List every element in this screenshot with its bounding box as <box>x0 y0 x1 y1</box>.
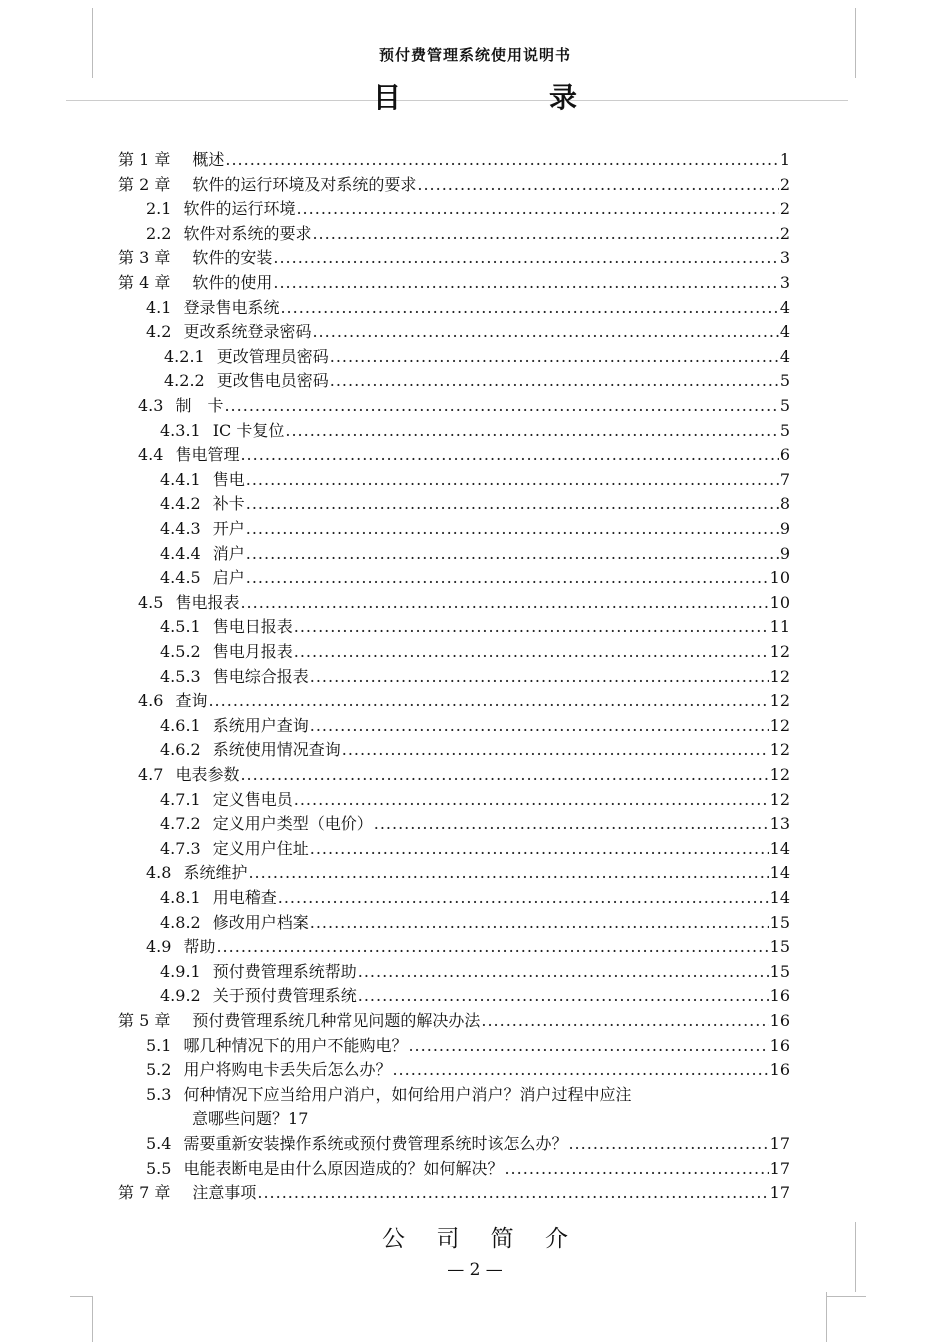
toc-label: 用电稽查 <box>212 888 277 907</box>
toc-leader-dots <box>312 224 778 243</box>
toc-label: 查询 <box>175 691 208 711</box>
toc-label: 登录售电系统 <box>183 297 280 317</box>
toc-page-number: 11 <box>769 617 790 637</box>
toc-entry <box>160 811 790 833</box>
toc-label: 软件的运行环境及对系统的要求 <box>192 174 417 194</box>
toc-page-number: 2 <box>779 223 790 243</box>
toc-page-number: 14 <box>769 863 790 883</box>
toc-entry <box>146 860 790 882</box>
toc-entry-continuation <box>192 1106 792 1128</box>
toc-leader-dots <box>330 347 779 366</box>
toc-label: 概述 <box>192 150 225 169</box>
toc-leader-dots <box>285 421 778 440</box>
page-number: — 2 — <box>447 1260 503 1280</box>
toc-label: 售电管理 <box>175 445 240 465</box>
toc-page-number: 15 <box>769 912 790 932</box>
toc-number: 4.5.2 <box>160 642 201 661</box>
toc-page-number: 14 <box>769 838 790 858</box>
toc-entry <box>164 368 790 390</box>
toc-leader-dots <box>246 568 769 587</box>
toc-page-number: 15 <box>769 937 790 957</box>
toc-entry <box>146 1082 790 1104</box>
toc-entry <box>146 934 790 956</box>
toc-page-number: 4 <box>779 346 790 366</box>
toc-page-number: 12 <box>769 740 790 760</box>
toc-entry <box>160 467 790 489</box>
toc-leader-dots <box>278 888 769 907</box>
toc-label: 关于预付费管理系统 <box>212 986 357 1006</box>
toc-number: 4.3 <box>138 396 164 415</box>
toc-number: 第 7 章 <box>118 1183 171 1203</box>
toc-number: 4.4.4 <box>160 543 201 563</box>
toc-page-number: 3 <box>779 273 790 292</box>
toc-page-number: 5 <box>779 371 790 391</box>
toc-number: 4.4 <box>138 445 164 465</box>
toc-label: 制 卡 <box>175 396 224 415</box>
toc-entry <box>160 959 790 981</box>
toc-leader-dots <box>248 863 768 882</box>
toc-label: 售电月报表 <box>212 642 293 661</box>
toc-entry <box>118 147 790 169</box>
toc-label: 系统使用情况查询 <box>212 740 341 760</box>
toc-page-number: 12 <box>769 642 790 661</box>
crop-mark <box>826 1296 866 1297</box>
toc-label: 电表参数 <box>175 765 240 784</box>
toc-leader-dots <box>310 839 769 858</box>
toc-page-number: 14 <box>769 888 790 907</box>
toc-entry <box>146 295 790 317</box>
toc-number: 4.9.1 <box>160 961 201 981</box>
toc-label: 启户 <box>212 568 245 588</box>
crop-mark <box>92 1296 93 1342</box>
toc-entry <box>118 1180 790 1202</box>
toc-number: 4.1 <box>146 297 172 317</box>
toc-label: 开户 <box>212 519 245 538</box>
toc-number: 4.6.2 <box>160 740 201 760</box>
toc-entry <box>160 418 790 440</box>
toc-page-number: 17 <box>769 1134 790 1153</box>
toc-page-number: 17 <box>288 1109 309 1129</box>
toc-number: 4.6 <box>138 691 164 711</box>
toc-leader-dots <box>216 937 768 956</box>
section-title: 公 司 简 介 <box>382 1226 580 1252</box>
toc-entry <box>160 713 790 735</box>
toc-entry <box>138 762 790 784</box>
toc-page-number: 12 <box>769 765 790 784</box>
toc-page-number: 15 <box>769 961 790 981</box>
toc-label: 修改用户档案 <box>212 912 309 932</box>
toc-number: 第 3 章 <box>118 248 171 268</box>
toc-number: 5.5 <box>146 1158 172 1178</box>
toc-leader-dots <box>294 617 769 636</box>
toc-entry <box>160 910 790 932</box>
toc-label: 何种情况下应当给用户消户，如何给用户消户？消户过程中应注 <box>183 1084 632 1104</box>
toc-leader-dots <box>294 790 769 809</box>
toc-entry <box>160 516 790 538</box>
toc-entry <box>160 664 790 686</box>
toc-leader-dots <box>310 667 769 686</box>
crop-mark <box>70 1296 92 1297</box>
toc-page-number: 8 <box>779 494 790 514</box>
toc-page-number: 13 <box>769 814 790 834</box>
toc-entry <box>164 344 790 366</box>
toc-number: 5.1 <box>146 1035 172 1055</box>
toc-leader-dots <box>257 1183 768 1202</box>
toc-page-number: 9 <box>779 543 790 563</box>
toc-entry <box>160 983 790 1005</box>
toc-entry <box>146 1156 790 1178</box>
toc-page-number: 2 <box>779 174 790 194</box>
toc-label: 售电日报表 <box>212 617 293 637</box>
toc-entry <box>146 319 790 341</box>
toc-number: 4.9 <box>146 937 172 957</box>
toc-number: 第 5 章 <box>118 1011 171 1030</box>
toc-leader-dots <box>240 765 768 784</box>
toc-number: 4.9.2 <box>160 986 201 1006</box>
page-title: 目 录 <box>372 81 637 114</box>
toc-number: 4.6.1 <box>160 715 201 735</box>
toc-number: 4.4.1 <box>160 469 201 489</box>
toc-entry <box>160 639 790 661</box>
toc-number: 4.4.3 <box>160 519 201 538</box>
toc-page-number: 9 <box>779 519 790 538</box>
toc-entry <box>160 491 790 513</box>
toc-label: 系统用户查询 <box>212 715 309 735</box>
toc-page-number: 17 <box>769 1183 790 1203</box>
toc-label: 需要重新安装操作系统或预付费管理系统时该怎么办？ <box>183 1134 568 1153</box>
toc-page-number: 2 <box>779 199 790 219</box>
toc-number: 4.4.5 <box>160 568 201 588</box>
toc-page-number: 4 <box>779 297 790 317</box>
crop-mark <box>855 8 856 78</box>
toc-number: 4.7.3 <box>160 838 201 858</box>
toc-label: 更改售电员密码 <box>216 371 329 391</box>
toc-entry <box>160 541 790 563</box>
toc-number: 第 4 章 <box>118 273 171 292</box>
toc-page-number: 7 <box>779 469 790 489</box>
toc-entry <box>146 196 790 218</box>
toc-leader-dots <box>504 1159 768 1178</box>
toc-page-number: 4 <box>779 322 790 342</box>
toc-label: 哪几种情况下的用户不能购电？ <box>183 1035 408 1055</box>
toc-label: 定义用户住址 <box>212 838 309 858</box>
toc-leader-dots <box>273 273 778 292</box>
toc-label: 电能表断电是由什么原因造成的？如何解决？ <box>183 1158 504 1178</box>
toc-number: 4.5.1 <box>160 617 201 637</box>
toc-label: 补卡 <box>212 494 245 514</box>
toc-page-number: 17 <box>769 1158 790 1178</box>
toc-leader-dots <box>310 716 769 735</box>
toc-number: 4.3.1 <box>160 420 201 440</box>
toc-label: 售电综合报表 <box>212 666 309 686</box>
toc-number: 4.5 <box>138 592 164 612</box>
toc-number: 4.2 <box>146 322 172 342</box>
toc-leader-dots <box>273 248 778 267</box>
toc-number: 2.1 <box>146 199 172 219</box>
toc-label: 意哪些问题？ <box>192 1109 289 1129</box>
toc-page-number: 10 <box>769 568 790 588</box>
toc-number: 4.8.1 <box>160 888 201 907</box>
toc-page-number: 12 <box>769 666 790 686</box>
toc-number: 4.8 <box>146 863 172 883</box>
toc-entry <box>160 787 790 809</box>
toc-entry <box>146 221 790 243</box>
toc-page-number: 1 <box>779 150 790 169</box>
toc-number: 5.2 <box>146 1060 172 1080</box>
toc-number: 5.4 <box>146 1134 172 1153</box>
toc-leader-dots <box>225 150 778 169</box>
toc-leader-dots <box>296 199 778 218</box>
toc-number: 第 2 章 <box>118 174 171 194</box>
toc-number: 4.5.3 <box>160 666 201 686</box>
toc-label: 软件的安装 <box>192 248 273 268</box>
toc-entry <box>138 590 790 612</box>
toc-entry <box>146 1033 790 1055</box>
toc-leader-dots <box>280 298 778 317</box>
toc-number: 第 1 章 <box>118 150 171 169</box>
toc-label: 售电报表 <box>175 592 240 612</box>
running-header: 预付费管理系统使用说明书 <box>378 46 571 64</box>
toc-page-number: 10 <box>769 592 790 612</box>
toc-page-number: 16 <box>769 986 790 1006</box>
toc-label: 定义用户类型（电价） <box>212 814 373 834</box>
toc-leader-dots <box>224 396 778 415</box>
toc-label: 更改系统登录密码 <box>183 322 312 342</box>
toc-entry <box>138 393 790 415</box>
toc-number: 4.2.2 <box>164 371 205 391</box>
toc-label: 帮助 <box>183 937 216 957</box>
toc-leader-dots <box>246 519 779 538</box>
toc-page-number: 3 <box>779 248 790 268</box>
toc-label: IC 卡复位 <box>212 420 285 440</box>
toc-label: 注意事项 <box>192 1183 257 1203</box>
toc-page-number: 12 <box>769 691 790 711</box>
toc-page-number: 12 <box>769 715 790 735</box>
toc-entry <box>138 442 790 464</box>
toc-label: 预付费管理系统帮助 <box>212 961 357 981</box>
toc-leader-dots <box>568 1134 768 1153</box>
toc-page-number: 5 <box>779 396 790 415</box>
toc-entry <box>138 688 790 710</box>
toc-label: 更改管理员密码 <box>216 346 329 366</box>
toc-leader-dots <box>246 494 779 513</box>
toc-page-number: 16 <box>769 1011 790 1030</box>
toc-number: 4.8.2 <box>160 912 201 932</box>
toc-label: 预付费管理系统几种常见问题的解决办法 <box>192 1011 481 1030</box>
crop-mark <box>92 8 93 78</box>
toc-page-number: 12 <box>769 789 790 809</box>
toc-page-number: 5 <box>779 420 790 440</box>
toc-entry <box>160 885 790 907</box>
toc-leader-dots <box>240 445 778 464</box>
toc-leader-dots <box>417 175 778 194</box>
toc-number: 5.3 <box>146 1084 172 1104</box>
toc-label: 用户将购电卡丢失后怎么办？ <box>183 1060 392 1080</box>
toc-label: 定义售电员 <box>212 789 293 809</box>
toc-entry <box>118 270 790 292</box>
toc-number: 4.7 <box>138 765 164 784</box>
toc-entry <box>146 1057 790 1079</box>
toc-entry <box>160 614 790 636</box>
toc-leader-dots <box>208 691 768 710</box>
toc-entry <box>146 1131 790 1153</box>
toc-leader-dots <box>312 322 778 341</box>
toc-label: 软件的使用 <box>192 273 273 292</box>
toc-label: 售电 <box>212 469 245 489</box>
toc-number: 4.2.1 <box>164 346 205 366</box>
toc-label: 系统维护 <box>183 863 248 883</box>
toc-leader-dots <box>240 593 768 612</box>
toc-leader-dots <box>374 814 769 833</box>
toc-label: 软件对系统的要求 <box>183 223 312 243</box>
crop-mark <box>826 1292 827 1342</box>
toc-entry <box>160 737 790 759</box>
toc-label: 消户 <box>212 543 245 563</box>
toc-page-number: 6 <box>779 445 790 465</box>
toc-entry <box>160 565 790 587</box>
toc-leader-dots <box>358 986 769 1005</box>
toc-label: 软件的运行环境 <box>183 199 296 219</box>
toc-entry <box>118 172 790 194</box>
toc-leader-dots <box>246 470 779 489</box>
toc-number: 4.7.2 <box>160 814 201 834</box>
toc-page-number: 16 <box>769 1035 790 1055</box>
toc-leader-dots <box>358 962 769 981</box>
toc-entry <box>118 1008 790 1030</box>
toc-leader-dots <box>342 740 769 759</box>
toc-entry <box>160 836 790 858</box>
toc-entry <box>118 245 790 267</box>
toc-leader-dots <box>246 544 779 563</box>
toc-number: 4.7.1 <box>160 789 201 809</box>
toc-leader-dots <box>330 371 779 390</box>
toc-number: 4.4.2 <box>160 494 201 514</box>
toc-leader-dots <box>294 642 769 661</box>
toc-leader-dots <box>408 1036 768 1055</box>
toc-leader-dots <box>310 913 769 932</box>
toc-page-number: 16 <box>769 1060 790 1080</box>
toc-number: 2.2 <box>146 223 172 243</box>
toc-leader-dots <box>481 1011 768 1030</box>
toc-leader-dots <box>392 1060 768 1079</box>
